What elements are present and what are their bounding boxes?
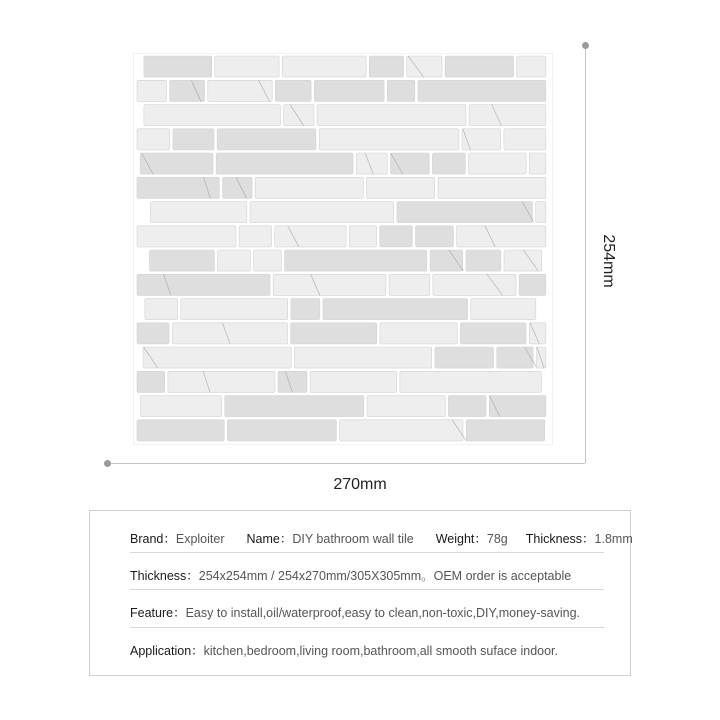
brand-label: Brand： [130, 532, 176, 546]
tile-panel-image [133, 53, 553, 445]
weight-label: Weight： [435, 532, 487, 546]
marble-tile [466, 420, 545, 441]
marble-tile [517, 56, 546, 77]
weight-value: 78g [486, 532, 508, 546]
marble-tile [275, 80, 311, 101]
spec-row-feature [130, 603, 604, 621]
marble-tile [144, 105, 281, 126]
marble-tile [250, 202, 394, 223]
marble-tile [254, 250, 282, 271]
marble-tile [445, 56, 513, 77]
marble-tile [284, 105, 314, 126]
marble-tile [294, 347, 431, 368]
spec-table [89, 510, 631, 676]
marble-tile [151, 202, 247, 223]
marble-tile [466, 250, 501, 271]
marble-tile [469, 153, 527, 174]
marble-tile [173, 129, 214, 150]
application-value: kitchen,bedroom,living room,bathroom,all smooth suface indoor. [203, 644, 559, 658]
marble-tile [314, 80, 384, 101]
marble-tile [504, 129, 546, 150]
spec-row-basic [130, 529, 633, 547]
marble-tile [137, 323, 169, 344]
marble-tile [416, 226, 454, 247]
marble-tile [497, 347, 533, 368]
spec-divider [130, 552, 604, 553]
marble-tile [438, 177, 546, 198]
marble-tile [285, 250, 427, 271]
marble-tile [137, 80, 166, 101]
spec-divider [130, 589, 604, 590]
feature-label: Feature： [130, 606, 186, 620]
marble-tile [137, 226, 236, 247]
marble-tile [225, 396, 364, 417]
marble-tile [291, 323, 377, 344]
thickness-label: Thickness： [525, 532, 595, 546]
marble-tile [448, 396, 486, 417]
application-label: Application： [130, 644, 204, 658]
marble-tile [275, 226, 346, 247]
marble-tile [282, 56, 366, 77]
sizes-label: Thickness： [130, 569, 199, 583]
marble-tile [380, 226, 413, 247]
marble-tile [255, 177, 363, 198]
marble-tile [141, 396, 222, 417]
marble-tile [369, 56, 403, 77]
marble-tile [172, 323, 287, 344]
marble-tile [489, 396, 546, 417]
marble-tile [400, 371, 541, 392]
marble-tile [529, 153, 546, 174]
marble-tile [340, 420, 463, 441]
marble-tile [137, 371, 165, 392]
marble-tile [291, 299, 320, 320]
marble-tile [460, 323, 526, 344]
marble-tile [397, 202, 533, 223]
marble-tile [380, 323, 457, 344]
marble-tile [367, 177, 435, 198]
marble-tile [323, 299, 468, 320]
marble-tile [216, 153, 353, 174]
marble-tile [218, 250, 251, 271]
name-value: DIY bathroom wall tile [292, 532, 414, 546]
marble-tile [432, 153, 465, 174]
marble-tile [150, 250, 215, 271]
marble-tile [181, 299, 288, 320]
marble-tile [418, 80, 546, 101]
marble-tile [273, 274, 386, 295]
marble-tile [217, 129, 316, 150]
marble-tile [137, 274, 270, 295]
marble-tile [168, 371, 275, 392]
marble-tile [469, 105, 546, 126]
marble-tile [367, 396, 445, 417]
marble-tile [215, 56, 279, 77]
marble-tile [407, 56, 442, 77]
spec-row-sizes [130, 566, 604, 584]
marble-tile [457, 226, 546, 247]
spec-divider [130, 627, 604, 628]
height-dimension-line [585, 45, 586, 463]
name-label: Name： [246, 532, 293, 546]
marble-tile [239, 226, 271, 247]
marble-tile [227, 420, 336, 441]
width-dimension-line [107, 463, 585, 464]
marble-tile [536, 202, 546, 223]
marble-tile [278, 371, 307, 392]
thickness-value: 1.8mm [594, 532, 633, 546]
marble-tile [389, 274, 430, 295]
marble-tile [387, 80, 415, 101]
marble-tile [310, 371, 397, 392]
height-dimension-label: 254mm [600, 234, 617, 288]
sizes-value: 254x254mm / 254x270mm/305X305mm。OEM order is acceptable [198, 569, 572, 583]
marble-tile [519, 274, 546, 295]
marble-tile [430, 250, 463, 271]
marble-tile [145, 299, 178, 320]
marble-tile [433, 274, 516, 295]
marble-tile [137, 129, 170, 150]
height-dimension-end-dot [582, 42, 589, 49]
marble-tile [471, 299, 536, 320]
marble-tile [144, 56, 212, 77]
marble-tile [462, 129, 501, 150]
marble-tile [317, 105, 466, 126]
marble-tile [319, 129, 459, 150]
marble-tile [143, 347, 291, 368]
width-dimension-start-dot [104, 460, 111, 467]
brand-value: Exploiter [175, 532, 225, 546]
width-dimension-label: 270mm [333, 476, 387, 493]
marble-tile [208, 80, 272, 101]
marble-tile [349, 226, 376, 247]
marble-tile [391, 153, 430, 174]
marble-tile [137, 420, 224, 441]
feature-value: Easy to install,oil/waterproof,easy to clean,non-toxic,DIY,money-saving. [185, 606, 581, 620]
marble-tile [435, 347, 494, 368]
spec-row-application [130, 641, 604, 659]
